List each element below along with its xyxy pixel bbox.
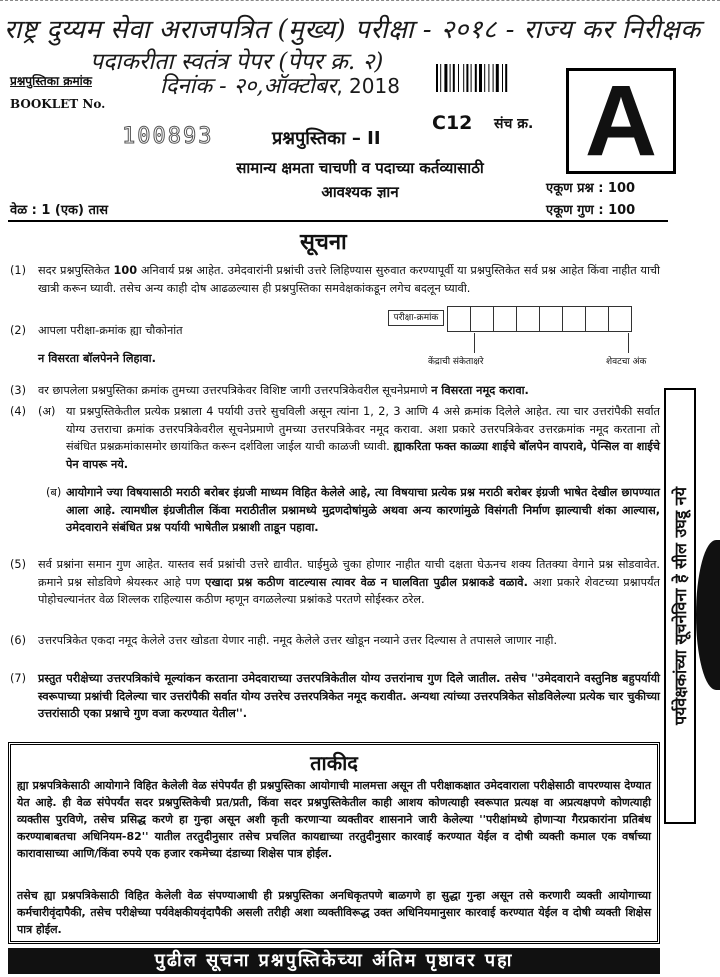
centre-code-label: केंद्राची संकेताक्षरे: [428, 357, 484, 367]
instruction-number: (7): [10, 672, 27, 685]
set-letter: A: [584, 65, 658, 177]
warning-paragraph-2: तसेच ह्या प्रश्नपत्रिकेसाठी विहित केलेली वेळ संपण्याआधी ही प्रश्नपुस्तिका अनधिकृतपणे बाळगणे हा सुद्धा गुन्हा असून तसे करणारी व्यक्ती आयोगाच्या कर्मचारीवृंदापैकी, तसेच परीक्षेच्या पर्यवेक्षकीयवृंदापैकी असली तरीही अशा व्यक्तीविरूद्ध उक्त अधिनियमानुसार कारवाई करण्यात येईल व दोषी व्यक्ती शिक्षेस पात्र होईल.: [17, 889, 651, 936]
serial-number: 100893: [122, 124, 214, 149]
instruction-text: वर छापलेला प्रश्नपुस्तिका क्रमांक तुमच्या उत्तरपत्रिकेवर विशिष्ट जागी उत्तरपत्रिकेवरील सूचनेप्रमाणे: [38, 384, 432, 397]
instruction-number: (1): [10, 264, 27, 277]
seal-tab[interactable]: [696, 540, 720, 690]
roll-number-label: परीक्षा-क्रमांक: [388, 310, 444, 326]
subject-title: [180, 156, 540, 204]
roll-box: [447, 306, 471, 332]
instruction-3: [10, 382, 660, 400]
instruction-bold: न विसरता बॉलपेनने लिहावा.: [38, 351, 156, 365]
instruction-number: (6): [10, 634, 27, 647]
handwritten-date-month: ,ऑक्टोबर: [256, 74, 337, 99]
roll-box: [539, 306, 563, 332]
handwritten-date-prefix: दिनांक - २०: [160, 74, 257, 99]
instruction-bold: ह्याकरिता फक्त काळ्या शाईचे बॉलपेन वापरावे, पेन्सिल वा शाईचे पेन वापरू नये.: [66, 440, 660, 471]
roll-box: [562, 306, 586, 332]
handwritten-date-year: , 2018: [336, 74, 400, 98]
roll-box: [493, 306, 517, 332]
instruction-bold: 100: [113, 264, 138, 277]
instruction-text: या प्रश्नपुस्तिकेतील प्रत्येक प्रश्नाला 4 पर्यायी उत्तरे सुचविली असून त्यांना 1, 2, 3 आणि 4 असे क्रमांक दिलेले आहेत. त्या चार उत्तरांपैकी सर्वात योग्य उत्तराचा क्रमांक उत्तरपत्रिकेवरील सूचनेप्रमाणे तुमच्या उत्तरपत्रिकेवर नमूद करावा. अशा प्रकारे उत्तरपत्रिकेवर उत्तरक्रमांक नमूद करताना तो संबंधित प्रश्नक्रमांकासमोर छायांकित करून दर्शविला जाईल याची काळजी घ्यावी.: [66, 405, 660, 453]
subject-line-2: आवश्यक ज्ञान: [321, 183, 399, 201]
instruction-sub-number: (ब): [46, 486, 62, 499]
paper-code: C12: [432, 112, 473, 134]
instruction-5: [10, 556, 660, 628]
roll-number-diagram: [388, 300, 660, 370]
instruction-bold: एखादा प्रश्न कठीण वाटल्यास त्यावर वेळ न घालविता पुढील प्रश्नाकडे वळावे.: [205, 575, 528, 589]
arrow-line: [474, 333, 475, 353]
subject-line-1: सामान्य क्षमता चाचणी व पदाच्या कर्तव्यासाठी: [236, 159, 484, 177]
total-marks: एकूण गुण : 100: [546, 203, 636, 218]
instruction-sub-number: (अ): [38, 405, 56, 418]
instruction-4a: [10, 403, 660, 479]
instruction-bold: प्रस्तुत परीक्षेच्या उत्तरपत्रिकांचे मूल्यांकन करताना उमेदवाराच्या उत्तरपत्रिकेतील योग्य उत्तरांनाच गुण दिले जातील. तसेच ''उमेदवाराने वस्तुनिष्ठ बहुपर्यायी स्वरूपाच्या प्रश्नांची दिलेल्या चार उत्तरांपैकी सर्वात योग्य उत्तरेच उत्तरपत्रिकेत नमूद करावीत. अन्यथा त्यांच्या उत्तरपत्रिकेत सोडविलेल्या प्रत्येक चार चुकीच्या उत्तरांसाठी एका प्रश्नाचे गुण वजा करण्यात येतील''.: [38, 672, 660, 720]
total-questions: एकूण प्रश्न : 100: [546, 181, 636, 196]
warning-box: [8, 742, 660, 944]
footer-banner: पुढील सूचना प्रश्नपुस्तिकेच्या अंतिम पृष्ठावर पहा: [8, 948, 660, 974]
barcode-icon: [436, 64, 534, 92]
roll-box: [516, 306, 540, 332]
roll-box: [608, 306, 632, 332]
handwritten-date: [160, 70, 400, 100]
handwritten-paper-title: पदाकरीता स्वतंत्र पेपर (पेपर क्र. २): [90, 49, 384, 75]
instruction-text: सर्व प्रश्नांना समान गुण आहेत. यास्तव सर्व प्रश्नांची उत्तरे द्यावीत. घाईमुळे चुका होणार नाहीत याची दक्षता घेऊनच शक्य तितक्या वेगाने प्रश्न सोडवावेत. क्रमाने प्रश्न सोडविणे श्रेयस्कर आहे पण: [38, 558, 660, 589]
side-seal-text: पर्यवेक्षकांच्या सूचनेविना हे सील उघडू नये: [671, 487, 690, 725]
arrow-line: [628, 333, 629, 353]
instruction-number: (4): [10, 405, 27, 418]
instruction-bold: न विसरता नमूद करावा.: [431, 384, 529, 397]
instruction-bold: आयोगाने ज्या विषयासाठी मराठी बरोबर इंग्रजी माध्यम विहित केलेले आहे, त्या विषयाचा प्रत्येक प्रश्न मराठी बरोबर इंग्रजी भाषेत देखील छापण्यात आला आहे. त्यामधील इंग्रजीतील किंवा मराठीतील प्रश्नामध्ये मुद्रणदोषांमुळे अथवा अन्य कारणांमुळे विसंगती निर्माण झाल्याची शंका आल्यास, उमेदवाराने संबंधित प्रश्न पर्यायी भाषेतील प्रश्नाशी ताडून पहावा.: [66, 486, 660, 534]
instruction-text: उत्तरपत्रिकेत एकदा नमूद केलेले उत्तर खोडता येणार नाही. नमूद केलेले उत्तर खोडून नव्याने उत्तर दिल्यास ते तपासले जाणार नाही.: [38, 634, 558, 647]
instruction-text: सदर प्रश्नपुस्तिकेत: [38, 264, 114, 277]
instruction-text: आपला परीक्षा-क्रमांक ह्या चौकोनांत: [38, 324, 183, 337]
booklet-label-english: BOOKLET No.: [10, 97, 106, 111]
instruction-text-post: अशा प्रकारे शेवटच्या प्रश्नापर्यंत पोहोचल्यानंतर वेळ शिल्लक राहिल्यास कठीण म्हणून वगळलेल्या प्रश्नांकडे परतणे सोईस्कर ठरेल.: [38, 575, 660, 606]
set-letter-box: [566, 65, 676, 177]
booklet-number-label: [10, 72, 105, 111]
instruction-2: [10, 322, 390, 368]
header-divider: [8, 220, 668, 222]
instruction-text-post: अनिवार्य प्रश्न आहेत. उमेदवारांनी प्रश्नांची उत्तरे लिहिण्यास सुरुवात करण्यापूर्वी या प्रश्नपुस्तिकेत सर्व प्रश्न आहेत किंवा नाहीत याची खात्री करून घ्यावी. तसेच अन्य काही दोष आढळल्यास ही प्रश्नपुस्तिका समवेक्षकांकडून लगेच बदलून घ्यावी.: [38, 264, 660, 295]
instruction-number: (5): [10, 558, 27, 571]
instruction-4b: [10, 484, 660, 558]
warning-paragraph-1: ह्या प्रश्नपत्रिकेसाठी आयोगाने विहित केलेली वेळ संपेपर्यंत ही प्रश्नपुस्तिका आयोगाची मालमत्ता असून ती परीक्षाकक्षात उमेदवाराला परीक्षेसाठी वापरण्यास देण्यात येत आहे. ही वेळ संपेपर्यंत सदर प्रश्नपुस्तिकेची प्रत/प्रती, किंवा सदर प्रश्नपुस्तिकेतील काही आशय कोणत्याही स्वरूपात प्रत्यक्ष वा अप्रत्यक्षपणे कोणत्याही व्यक्तीस पुरविणे, तसेच प्रसिद्ध करणे हा गुन्हा असून अशी कृती करणाऱ्या व्यक्तीवर शासनाने जारी केलेल्या ''परीक्षांमध्ये होणाऱ्या गैरप्रकारांना प्रतिबंध करण्याबाबतचा अधिनियम-82'' यातील तरतुदीनुसार तसेच प्रचलित कायद्याच्या तरतुदीनुसार कारवाई करण्यात येईल व दोषी व्यक्ती कमाल एक वर्षाच्या कारावासाच्या आणि/किंवा रुपये एक हजार रकमेच्या दंडाच्या शिक्षेस पात्र होईल.: [17, 779, 651, 860]
roll-box: [470, 306, 494, 332]
roll-box: [585, 306, 609, 332]
side-seal-strip: [664, 388, 696, 824]
handwritten-exam-title: राष्ट्र दुय्यम सेवा अराजपत्रित (मुख्य) परीक्षा - २०१८ - राज्य कर निरीक्षक: [4, 15, 701, 45]
instruction-7: [10, 670, 660, 744]
roll-number-boxes: [448, 306, 632, 332]
notice-title: सूचना: [300, 230, 347, 255]
set-label: संच क्र.: [494, 116, 534, 132]
warning-title: ताकीद: [310, 751, 358, 775]
instruction-number: (3): [10, 384, 27, 397]
booklet-title: प्रश्नपुस्तिका – II: [272, 128, 381, 149]
booklet-label-marathi: प्रश्नपुस्तिका क्रमांक: [10, 74, 92, 88]
instruction-number: (2): [10, 324, 27, 337]
top-dashed-line: [0, 0, 720, 1]
instruction-6: [10, 632, 660, 668]
last-digit-label: शेवटचा अंक: [606, 357, 647, 367]
duration: वेळ : 1 (एक) तास: [10, 203, 109, 218]
